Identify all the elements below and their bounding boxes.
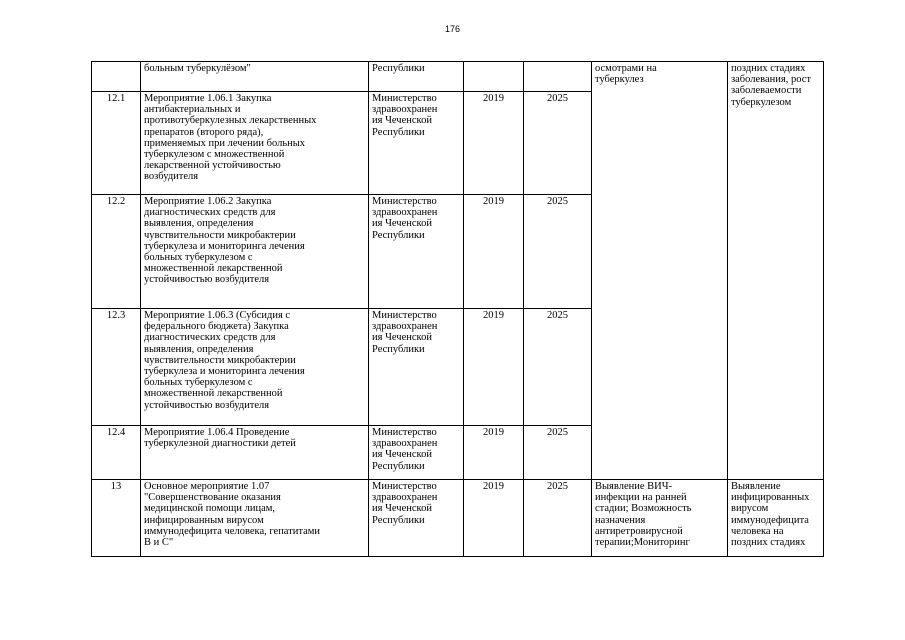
executor: Министерство здравоохранен ия Чеченской Республики <box>369 92 464 195</box>
expected-result: Выявление ВИЧ- инфекции на ранней стадии; Возможность назначения антиретровирусной терапии;Мониторинг <box>592 480 728 557</box>
row-number: 12.3 <box>92 309 141 426</box>
year-start <box>464 62 524 92</box>
year-start: 2019 <box>464 426 524 480</box>
year-start: 2019 <box>464 92 524 195</box>
executor: Министерство здравоохранен ия Чеченской Республики <box>369 480 464 557</box>
row-number: 13 <box>92 480 141 557</box>
measure-name: Мероприятие 1.06.4 Проведение туберкулезной диагностики детей <box>141 426 369 480</box>
expected-result: осмотрами на туберкулез <box>592 62 728 480</box>
year-end: 2025 <box>524 195 592 309</box>
year-end: 2025 <box>524 426 592 480</box>
year-end: 2025 <box>524 309 592 426</box>
year-start: 2019 <box>464 480 524 557</box>
table-row <box>92 480 824 557</box>
year-start: 2019 <box>464 309 524 426</box>
row-number: 12.4 <box>92 426 141 480</box>
year-start: 2019 <box>464 195 524 309</box>
consequence-text: Выявление инфицированных вирусом иммунодефицита человека на поздних стадиях <box>728 480 824 557</box>
page-number: 176 <box>444 24 461 34</box>
measure-name: Мероприятие 1.06.2 Закупка диагностических средств для выявления, определения чувствительности микробактерии туберкулеза и мониторинга лечения больных туберкулезом с множественной лекарственной устойчивостью возбудителя <box>141 195 369 309</box>
measures-table <box>91 61 824 557</box>
measure-name: Основное мероприятие 1.07 "Совершенствование оказания медицинской помощи лицам, инфицированным вирусом иммунодефицита человека, гепатитами В и С" <box>141 480 369 557</box>
executor: Министерство здравоохранен ия Чеченской Республики <box>369 195 464 309</box>
measure-name: Мероприятие 1.06.3 (Субсидия с федерального бюджета) Закупка диагностических средств для выявления, определения чувствительности микробактерии туберкулеза и мониторинга лечения больных туберкулезом с множественной лекарственной устойчивостью возбудителя <box>141 309 369 426</box>
consequence-text: поздних стадиях заболевания, рост заболеваемости туберкулезом <box>728 62 824 480</box>
year-end: 2025 <box>524 92 592 195</box>
year-end: 2025 <box>524 480 592 557</box>
executor: Республики <box>369 62 464 92</box>
measure-name: больным туберкулёзом" <box>141 62 369 92</box>
year-end <box>524 62 592 92</box>
table-row <box>92 62 824 92</box>
row-number: 12.2 <box>92 195 141 309</box>
executor: Министерство здравоохранен ия Чеченской Республики <box>369 309 464 426</box>
row-number: 12.1 <box>92 92 141 195</box>
measure-name: Мероприятие 1.06.1 Закупка антибактериальных и противотуберкулезных лекарственных препаратов (второго ряда), применяемых при лечении больных туберкулезом с множественной лекарственной устойчивостью возбудителя <box>141 92 369 195</box>
executor: Министерство здравоохранен ия Чеченской Республики <box>369 426 464 480</box>
row-number <box>92 62 141 92</box>
